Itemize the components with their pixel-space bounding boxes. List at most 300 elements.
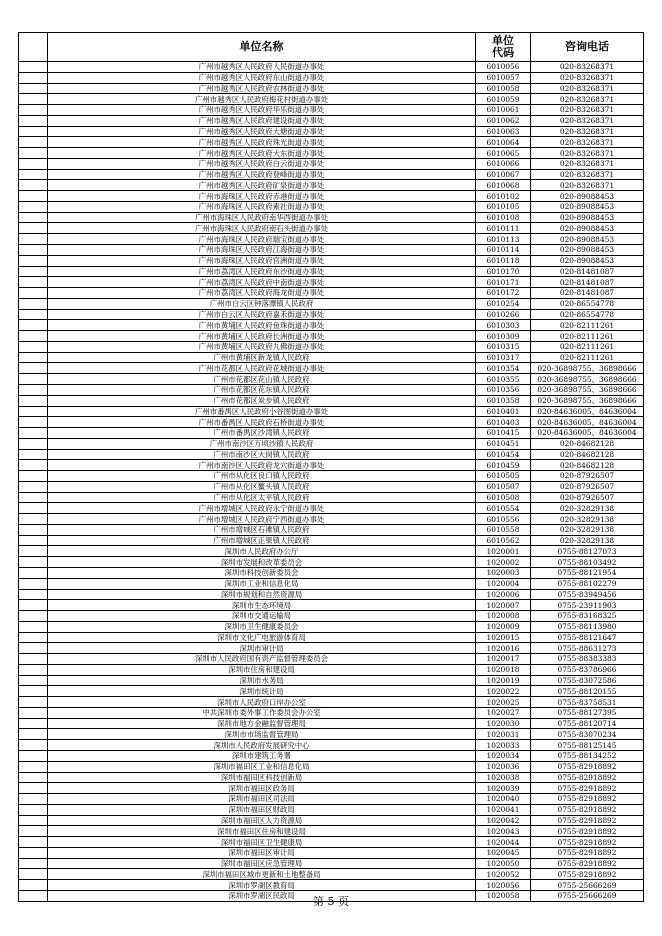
unit-code-cell: 1020038 (476, 772, 531, 783)
phone-cell: 0755-88121954 (531, 567, 644, 578)
unit-code-cell: 6010068 (476, 180, 531, 191)
unit-code-cell: 6010113 (476, 234, 531, 245)
unit-name-cell: 广州市荔湾区人民政府中南街道办事处 (48, 277, 476, 288)
group-cell (19, 869, 48, 880)
unit-code-cell: 1020019 (476, 675, 531, 686)
phone-cell: 0755-88113980 (531, 621, 644, 632)
group-cell (19, 481, 48, 492)
group-cell (19, 169, 48, 180)
table-row (19, 621, 644, 632)
unit-name-cell: 广州市越秀区人民政府梅花村街道办事处 (48, 94, 476, 105)
phone-cell: 0755-82918892 (531, 869, 644, 880)
group-cell (19, 697, 48, 708)
group-cell (19, 460, 48, 471)
group-cell (19, 137, 48, 148)
group-cell (19, 180, 48, 191)
group-cell (19, 686, 48, 697)
table-row (19, 245, 644, 256)
phone-cell: 020-81481087 (531, 288, 644, 299)
unit-name-cell: 广州市海珠区人民政府赤港街道办事处 (48, 191, 476, 202)
unit-name-cell: 广州市越秀区人民政府华乐街道办事处 (48, 105, 476, 116)
phone-cell: 0755-82918892 (531, 815, 644, 826)
table-row (19, 223, 644, 234)
phone-cell: 020-81481087 (531, 266, 644, 277)
units-table (18, 32, 644, 902)
unit-code-cell: 6010454 (476, 449, 531, 460)
group-cell (19, 621, 48, 632)
unit-code-cell: 6010064 (476, 137, 531, 148)
table-header-row (19, 33, 644, 62)
phone-cell: 020-36898755、36898666 (531, 384, 644, 395)
unit-code-cell: 1020018 (476, 664, 531, 675)
unit-name-cell: 深圳市人民政府办公厅 (48, 546, 476, 557)
unit-name-cell: 深圳市福田区工业和信息化局 (48, 761, 476, 772)
unit-code-cell: 1020052 (476, 869, 531, 880)
unit-name-cell: 广州市越秀区人民政府珠光街道办事处 (48, 137, 476, 148)
unit-name-cell: 广州市海珠区人民政府素社街道办事处 (48, 201, 476, 212)
unit-name-cell: 深圳市规划和自然资源局 (48, 589, 476, 600)
unit-name-cell: 广州市番禺区人民政府小谷围街道办事处 (48, 406, 476, 417)
unit-code-cell: 6010309 (476, 331, 531, 342)
phone-cell: 020-84682128 (531, 460, 644, 471)
unit-code-cell: 6010111 (476, 223, 531, 234)
group-cell (19, 395, 48, 406)
unit-name-cell: 深圳市人民政府口岸办公室 (48, 697, 476, 708)
group-cell (19, 438, 48, 449)
unit-name-cell: 广州市白云区人民政府嘉禾街道办事处 (48, 309, 476, 320)
table-row (19, 751, 644, 762)
table-row (19, 589, 644, 600)
unit-code-cell: 1020002 (476, 557, 531, 568)
unit-code-cell: 6010102 (476, 191, 531, 202)
phone-cell: 0755-82918892 (531, 826, 644, 837)
unit-name-cell: 深圳市福田区城市更新和土地整备局 (48, 869, 476, 880)
group-cell (19, 105, 48, 116)
unit-code-cell: 6010170 (476, 266, 531, 277)
unit-name-cell: 深圳市审计局 (48, 643, 476, 654)
phone-cell: 020-84682128 (531, 449, 644, 460)
phone-cell: 0755-88134252 (531, 751, 644, 762)
unit-code-cell: 1020001 (476, 546, 531, 557)
phone-cell: 020-84636005、84636004 (531, 417, 644, 428)
table-row (19, 718, 644, 729)
table-row (19, 837, 644, 848)
phone-cell: 020-36898755、36898666 (531, 374, 644, 385)
group-cell (19, 255, 48, 266)
group-cell (19, 643, 48, 654)
unit-name-cell: 深圳市人民政府发展研究中心 (48, 740, 476, 751)
phone-cell: 020-84636005、84636004 (531, 428, 644, 439)
unit-name-cell: 广州市越秀区人民政府大东街道办事处 (48, 148, 476, 159)
table-row (19, 567, 644, 578)
group-cell (19, 804, 48, 815)
unit-name-cell: 广州市增城区人民政府宁西街道办事处 (48, 514, 476, 525)
unit-name-cell: 广州市南沙区大岗镇人民政府 (48, 449, 476, 460)
unit-code-cell: 1020015 (476, 632, 531, 643)
unit-code-cell: 6010171 (476, 277, 531, 288)
table-row (19, 815, 644, 826)
group-cell (19, 611, 48, 622)
table-row (19, 191, 644, 202)
group-cell (19, 632, 48, 643)
table-row (19, 309, 644, 320)
unit-code-cell: 6010067 (476, 169, 531, 180)
table-row (19, 428, 644, 439)
unit-name-cell: 广州市黄埔区新龙镇人民政府 (48, 352, 476, 363)
table-row (19, 471, 644, 482)
unit-name-cell: 深圳市罗湖区民政局 (48, 890, 476, 901)
phone-cell: 0755-23911903 (531, 600, 644, 611)
group-cell (19, 288, 48, 299)
group-cell (19, 837, 48, 848)
table-row (19, 492, 644, 503)
unit-name-cell: 深圳市工业和信息化局 (48, 578, 476, 589)
unit-name-cell: 广州市荔湾区人民政府海龙街道办事处 (48, 288, 476, 299)
unit-name-cell: 广州市黄埔区人民政府长洲街道办事处 (48, 331, 476, 342)
group-cell (19, 664, 48, 675)
table-row (19, 158, 644, 169)
table-row (19, 729, 644, 740)
group-cell (19, 567, 48, 578)
table-row (19, 740, 644, 751)
unit-code-cell: 1020016 (476, 643, 531, 654)
group-cell (19, 234, 48, 245)
unit-name-cell: 深圳市人民政府国有资产监督管理委员会 (48, 654, 476, 665)
group-cell (19, 546, 48, 557)
unit-name-cell: 广州市海珠区人民政府南石头街道办事处 (48, 223, 476, 234)
unit-code-cell: 1020042 (476, 815, 531, 826)
header-unit-code: 单位 代码 (476, 33, 531, 62)
group-cell (19, 191, 48, 202)
group-cell (19, 428, 48, 439)
unit-name-cell: 广州市花都区花山镇人民政府 (48, 374, 476, 385)
table-row (19, 72, 644, 83)
phone-cell: 020-83268371 (531, 115, 644, 126)
table-row (19, 654, 644, 665)
unit-name-cell: 深圳市统计局 (48, 686, 476, 697)
unit-name-cell: 广州市增城区正果镇人民政府 (48, 535, 476, 546)
group-cell (19, 600, 48, 611)
phone-cell: 0755-88102279 (531, 578, 644, 589)
unit-name-cell: 广州市番禺区人民政府石桥街道办事处 (48, 417, 476, 428)
table-row (19, 535, 644, 546)
unit-code-cell: 6010562 (476, 535, 531, 546)
phone-cell: 020-81481087 (531, 277, 644, 288)
table-row (19, 600, 644, 611)
group-cell (19, 417, 48, 428)
phone-cell: 020-89088453 (531, 212, 644, 223)
unit-code-cell: 6010105 (476, 201, 531, 212)
unit-code-cell: 1020009 (476, 621, 531, 632)
group-cell (19, 880, 48, 891)
unit-code-cell: 6010451 (476, 438, 531, 449)
table-row (19, 772, 644, 783)
table-row (19, 298, 644, 309)
table-row (19, 417, 644, 428)
table-row (19, 869, 644, 880)
phone-cell: 020-86554778 (531, 298, 644, 309)
group-cell (19, 675, 48, 686)
phone-cell: 0755-82918892 (531, 837, 644, 848)
table-row (19, 449, 644, 460)
group-cell (19, 751, 48, 762)
unit-code-cell: 1020043 (476, 826, 531, 837)
table-row (19, 847, 644, 858)
phone-cell: 020-32829138 (531, 514, 644, 525)
unit-code-cell: 6010303 (476, 320, 531, 331)
unit-code-cell: 6010459 (476, 460, 531, 471)
table-row (19, 126, 644, 137)
unit-name-cell: 广州市白云区钟落潭镇人民政府 (48, 298, 476, 309)
phone-cell: 0755-82918892 (531, 783, 644, 794)
unit-name-cell: 深圳市福田区审计局 (48, 847, 476, 858)
unit-code-cell: 6010354 (476, 363, 531, 374)
phone-cell: 020-83268371 (531, 148, 644, 159)
unit-name-cell: 广州市越秀区人民政府建设街道办事处 (48, 115, 476, 126)
group-cell (19, 557, 48, 568)
unit-code-cell: 1020030 (476, 718, 531, 729)
unit-code-cell: 1020033 (476, 740, 531, 751)
unit-name-cell: 广州市越秀区人民政府东山街道办事处 (48, 72, 476, 83)
group-cell (19, 62, 48, 73)
group-cell (19, 729, 48, 740)
unit-name-cell: 深圳市福田区人力资源局 (48, 815, 476, 826)
unit-code-cell: 6010505 (476, 471, 531, 482)
group-cell (19, 707, 48, 718)
unit-code-cell: 6010172 (476, 288, 531, 299)
table-row (19, 201, 644, 212)
table-row (19, 438, 644, 449)
unit-code-cell: 1020056 (476, 880, 531, 891)
group-cell (19, 783, 48, 794)
unit-name-cell: 深圳市住房和建设局 (48, 664, 476, 675)
phone-cell: 020-83268371 (531, 62, 644, 73)
table-row (19, 115, 644, 126)
table-row (19, 352, 644, 363)
unit-name-cell: 深圳市福田区应急管理局 (48, 858, 476, 869)
group-cell (19, 826, 48, 837)
phone-cell: 020-83268371 (531, 137, 644, 148)
unit-code-cell: 6010355 (476, 374, 531, 385)
group-cell (19, 406, 48, 417)
phone-cell: 020-82111261 (531, 331, 644, 342)
group-cell (19, 298, 48, 309)
unit-name-cell: 深圳市发展和改革委员会 (48, 557, 476, 568)
table-row (19, 632, 644, 643)
table-row (19, 395, 644, 406)
unit-name-cell: 深圳市福田区政务局 (48, 783, 476, 794)
phone-cell: 0755-25666269 (531, 890, 644, 901)
unit-code-cell: 1020004 (476, 578, 531, 589)
group-cell (19, 83, 48, 94)
group-cell (19, 449, 48, 460)
table-row (19, 331, 644, 342)
unit-name-cell: 深圳市福田区住房和建设局 (48, 826, 476, 837)
phone-cell: 020-83268371 (531, 180, 644, 191)
phone-cell: 020-83268371 (531, 158, 644, 169)
table-row (19, 277, 644, 288)
unit-name-cell: 广州市花都区人民政府花城街道办事处 (48, 363, 476, 374)
table-row (19, 557, 644, 568)
header-phone: 咨询电话 (531, 33, 644, 62)
unit-name-cell: 深圳市卫生健康委员会 (48, 621, 476, 632)
unit-code-cell: 6010118 (476, 255, 531, 266)
unit-name-cell: 广州市越秀区人民政府矿泉街道办事处 (48, 180, 476, 191)
table-row (19, 697, 644, 708)
unit-code-cell: 1020040 (476, 794, 531, 805)
phone-cell: 020-84636005、84636004 (531, 406, 644, 417)
unit-name-cell: 广州市越秀区人民政府农林街道办事处 (48, 83, 476, 94)
unit-name-cell: 深圳市文化广电旅游体育局 (48, 632, 476, 643)
unit-code-cell: 6010356 (476, 384, 531, 395)
unit-name-cell: 深圳市地方金融监督管理局 (48, 718, 476, 729)
group-cell (19, 772, 48, 783)
unit-name-cell: 深圳市建筑工务署 (48, 751, 476, 762)
table-row (19, 406, 644, 417)
phone-cell: 0755-88631273 (531, 643, 644, 654)
phone-cell: 020-89088453 (531, 245, 644, 256)
unit-code-cell: 6010108 (476, 212, 531, 223)
table-row (19, 546, 644, 557)
unit-name-cell: 深圳市市场监督管理局 (48, 729, 476, 740)
table-row (19, 255, 644, 266)
unit-name-cell: 深圳市罗湖区教育局 (48, 880, 476, 891)
unit-code-cell: 1020039 (476, 783, 531, 794)
phone-cell: 0755-88120714 (531, 718, 644, 729)
unit-name-cell: 广州市南沙区万顷沙镇人民政府 (48, 438, 476, 449)
table-row (19, 384, 644, 395)
group-cell (19, 503, 48, 514)
phone-cell: 020-32829138 (531, 503, 644, 514)
phone-cell: 020-86554778 (531, 309, 644, 320)
group-cell (19, 589, 48, 600)
phone-cell: 020-32829138 (531, 524, 644, 535)
unit-code-cell: 6010114 (476, 245, 531, 256)
phone-cell: 020-87926507 (531, 471, 644, 482)
phone-cell: 020-36898755、36898666 (531, 363, 644, 374)
page-number: 第 5 页 (313, 895, 349, 908)
table-row (19, 643, 644, 654)
group-cell (19, 223, 48, 234)
phone-cell: 0755-88120155 (531, 686, 644, 697)
group-cell (19, 535, 48, 546)
table-row (19, 514, 644, 525)
group-cell (19, 320, 48, 331)
phone-cell: 020-82111261 (531, 341, 644, 352)
table-row (19, 783, 644, 794)
phone-cell: 0755-25666269 (531, 880, 644, 891)
table-row (19, 180, 644, 191)
unit-code-cell: 6010065 (476, 148, 531, 159)
group-cell (19, 212, 48, 223)
phone-cell: 020-83268371 (531, 72, 644, 83)
unit-code-cell: 1020036 (476, 761, 531, 772)
unit-name-cell: 广州市从化区鳌头镇人民政府 (48, 481, 476, 492)
table-row (19, 83, 644, 94)
group-cell (19, 115, 48, 126)
unit-code-cell: 6010266 (476, 309, 531, 320)
group-cell (19, 374, 48, 385)
table-row (19, 62, 644, 73)
unit-code-cell: 6010061 (476, 105, 531, 116)
unit-name-cell: 深圳市科技创新委员会 (48, 567, 476, 578)
group-cell (19, 492, 48, 503)
unit-name-cell: 广州市花都区炭步镇人民政府 (48, 395, 476, 406)
unit-code-cell: 6010415 (476, 428, 531, 439)
phone-cell: 0755-82918892 (531, 804, 644, 815)
phone-cell: 020-83268371 (531, 94, 644, 105)
unit-code-cell: 1020003 (476, 567, 531, 578)
unit-code-cell: 6010358 (476, 395, 531, 406)
phone-cell: 020-89088453 (531, 201, 644, 212)
group-cell (19, 524, 48, 535)
table-row (19, 363, 644, 374)
table-body (19, 62, 644, 902)
table-row (19, 94, 644, 105)
table-row (19, 320, 644, 331)
phone-cell: 0755-83072586 (531, 675, 644, 686)
unit-name-cell: 深圳市福田区科技创新局 (48, 772, 476, 783)
group-cell (19, 201, 48, 212)
unit-name-cell: 广州市海珠区人民政府南华西街道办事处 (48, 212, 476, 223)
table-row (19, 880, 644, 891)
unit-code-cell: 6010403 (476, 417, 531, 428)
table-row (19, 137, 644, 148)
phone-cell: 020-89088453 (531, 234, 644, 245)
unit-code-cell: 6010062 (476, 115, 531, 126)
table-row (19, 611, 644, 622)
group-cell (19, 72, 48, 83)
phone-cell: 020-87926507 (531, 481, 644, 492)
phone-cell: 0755-83758531 (531, 697, 644, 708)
table-row (19, 524, 644, 535)
unit-name-cell: 深圳市生态环境局 (48, 600, 476, 611)
group-cell (19, 148, 48, 159)
group-cell (19, 384, 48, 395)
unit-name-cell: 广州市黄埔区人民政府九佛街道办事处 (48, 341, 476, 352)
unit-name-cell: 广州市从化区良口镇人民政府 (48, 471, 476, 482)
group-cell (19, 740, 48, 751)
phone-cell: 0755-82918892 (531, 772, 644, 783)
group-cell (19, 352, 48, 363)
table-row (19, 341, 644, 352)
unit-code-cell: 6010063 (476, 126, 531, 137)
unit-name-cell: 深圳市福田区卫生健康局 (48, 837, 476, 848)
table-row (19, 761, 644, 772)
unit-code-cell: 6010554 (476, 503, 531, 514)
unit-code-cell: 6010254 (476, 298, 531, 309)
unit-code-cell: 1020017 (476, 654, 531, 665)
group-cell (19, 578, 48, 589)
unit-name-cell: 广州市越秀区人民政府大塘街道办事处 (48, 126, 476, 137)
phone-cell: 0755-88121647 (531, 632, 644, 643)
unit-code-cell: 1020022 (476, 686, 531, 697)
group-cell (19, 471, 48, 482)
table-row (19, 169, 644, 180)
unit-name-cell: 广州市南沙区人民政府龙穴街道办事处 (48, 460, 476, 471)
phone-cell: 020-82111261 (531, 320, 644, 331)
phone-cell: 0755-83168325 (531, 611, 644, 622)
phone-cell: 0755-88383383 (531, 654, 644, 665)
unit-name-cell: 广州市黄埔区人民政府鱼珠街道办事处 (48, 320, 476, 331)
table-row (19, 858, 644, 869)
table-row (19, 804, 644, 815)
phone-cell: 0755-83949456 (531, 589, 644, 600)
unit-code-cell: 1020045 (476, 847, 531, 858)
unit-code-cell: 6010058 (476, 83, 531, 94)
unit-code-cell: 6010556 (476, 514, 531, 525)
unit-name-cell: 广州市海珠区人民政府瑞宝街道办事处 (48, 234, 476, 245)
